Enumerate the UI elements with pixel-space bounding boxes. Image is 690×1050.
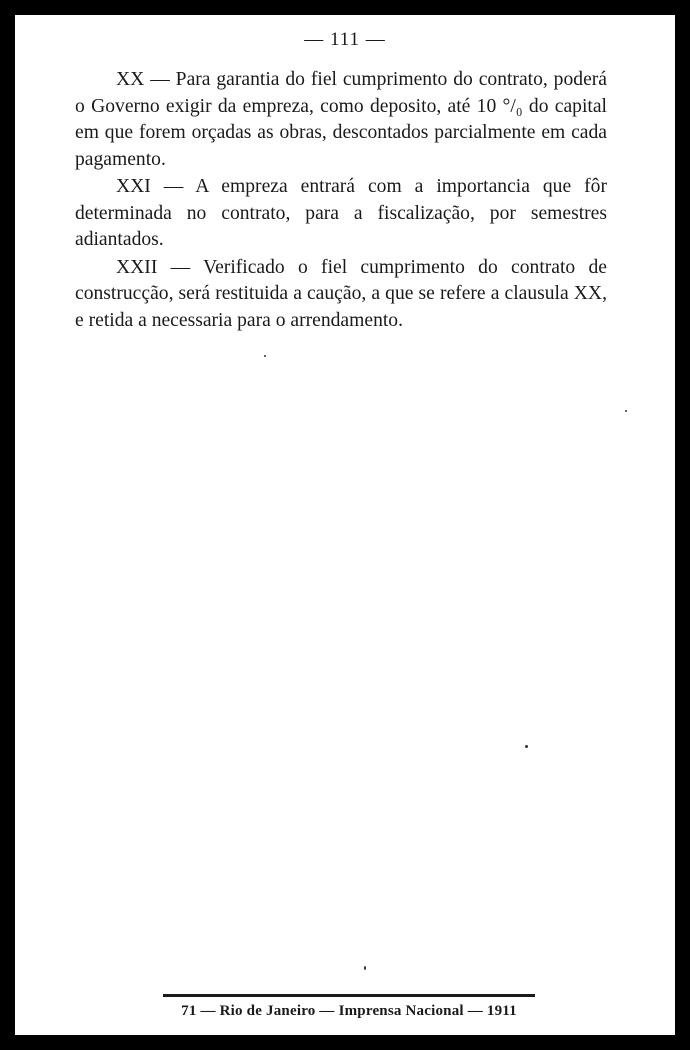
print-speck bbox=[525, 745, 528, 748]
clause-xxii: XXII — Verificado o fiel cumprimento do contrato de construcção, será restituida a caução, a que se refere a clausula XX, e retida a necessaria para o arrendamento. bbox=[75, 256, 607, 331]
body-text bbox=[75, 67, 607, 334]
print-speck bbox=[625, 410, 627, 412]
print-speck bbox=[364, 966, 366, 970]
document-page bbox=[15, 15, 675, 1035]
printer-imprint: 71 — Rio de Janeiro — Imprensa Nacional — 1911 bbox=[181, 1003, 517, 1019]
print-speck bbox=[264, 355, 266, 357]
clause-xx: XX — Para garantia do fiel cumprimento do contrato, poderá o Governo exigir da empreza, como deposito, até 10 °/₀ do capital em que forem orçadas as obras, descontados parcialmente em cada pagamento. bbox=[75, 69, 607, 170]
clause-xxi: XXI — A empreza entrará com a importancia que fôr determinada no contrato, para a fiscalização, por semestres adiantados. bbox=[75, 176, 607, 250]
page-number: — 111 — bbox=[304, 29, 386, 50]
footer-rule bbox=[163, 994, 535, 997]
